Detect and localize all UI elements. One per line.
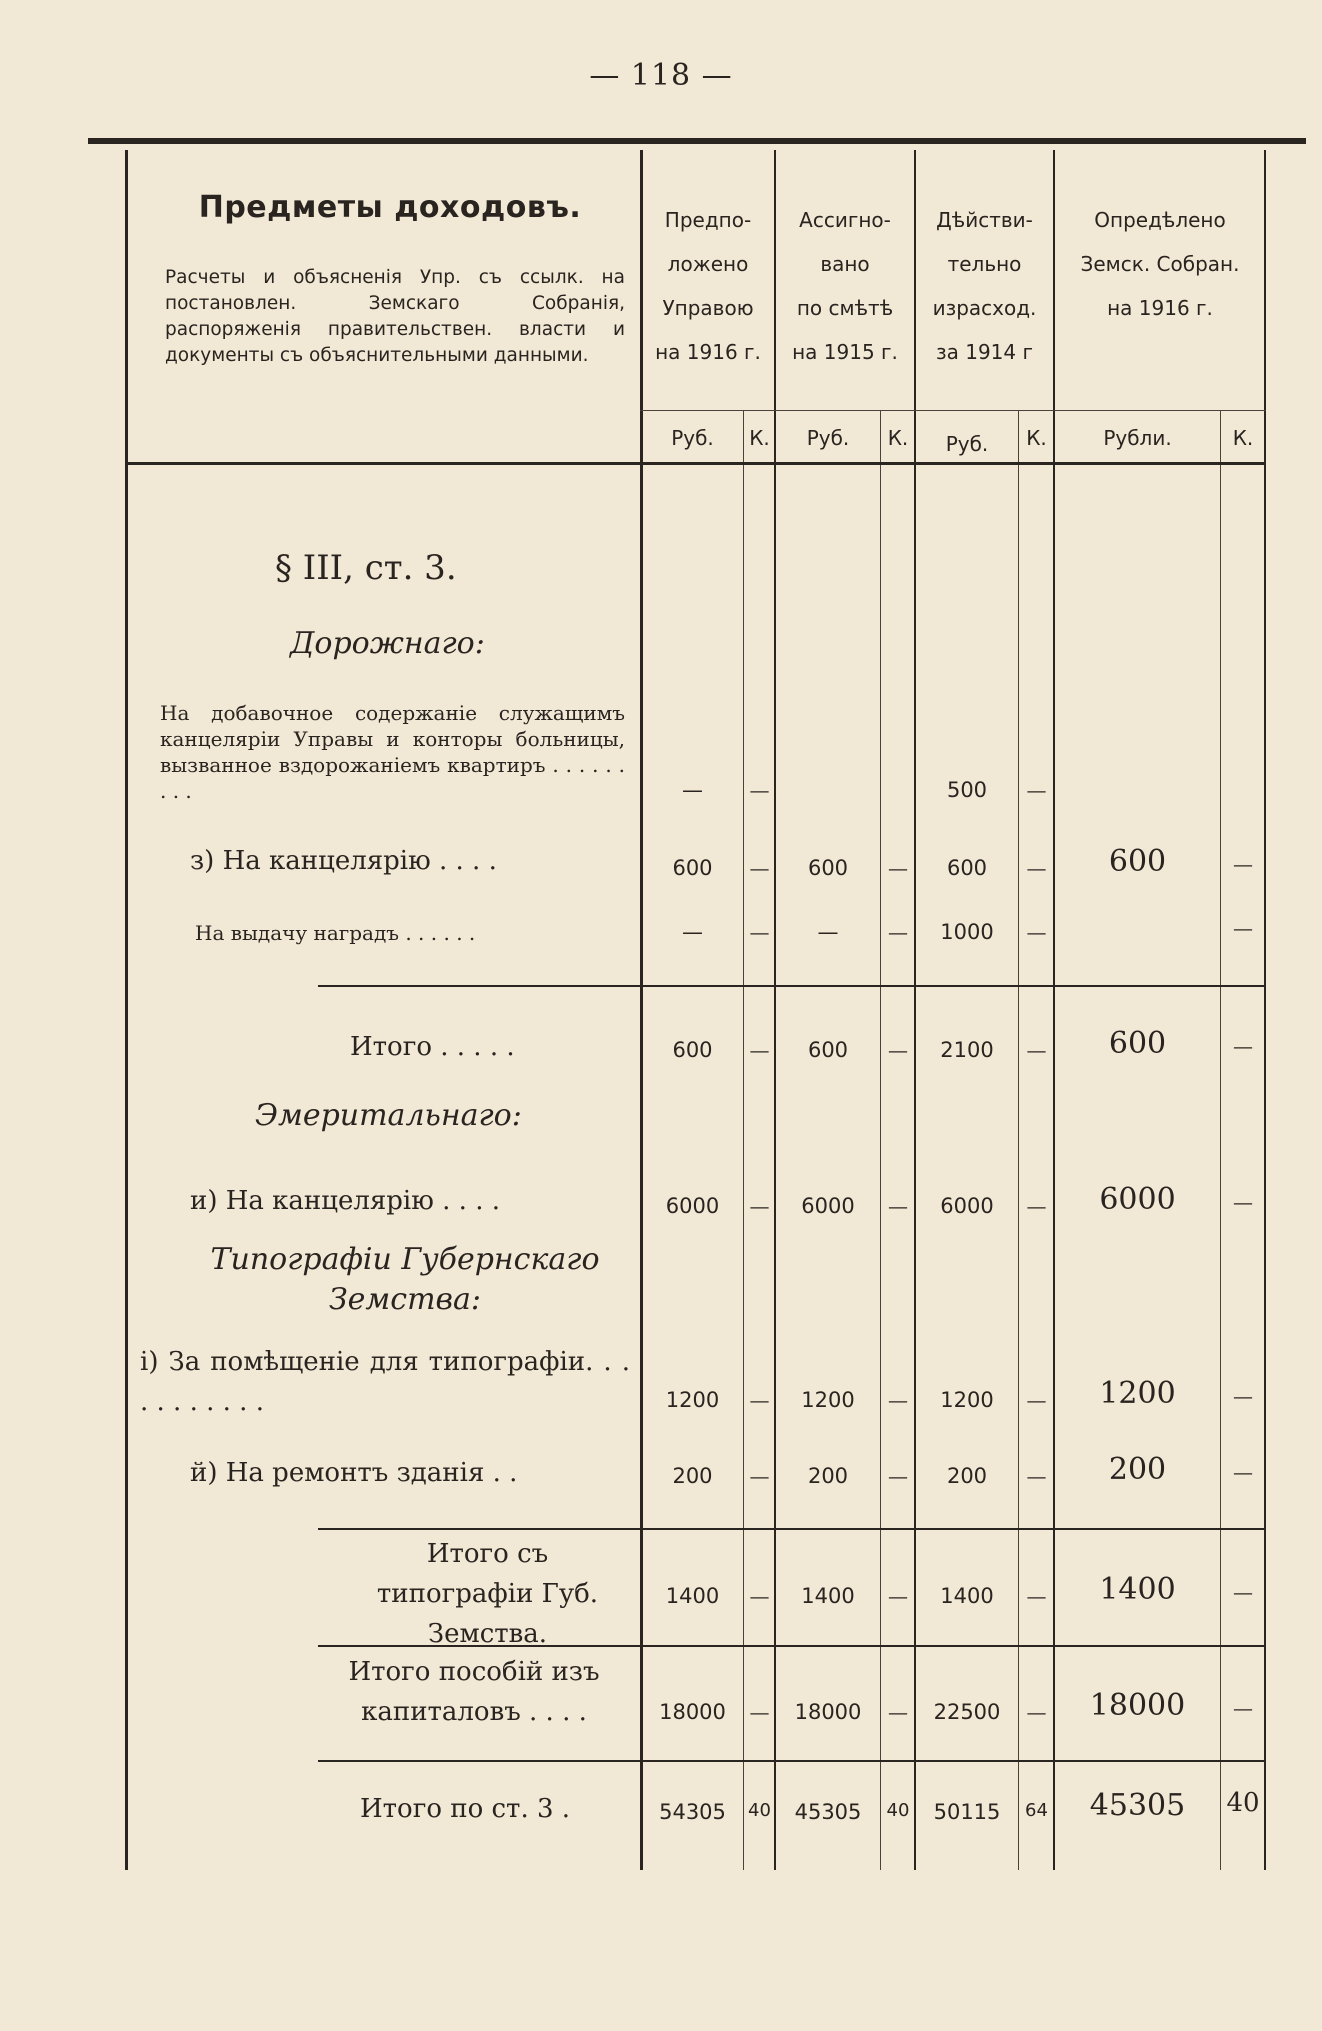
- cell-value: 54305: [659, 1800, 726, 1824]
- cell-value: 1200: [665, 1388, 720, 1412]
- cell-kop: —: [888, 1194, 908, 1218]
- cell-kop: —: [749, 778, 770, 802]
- col-divider: [125, 150, 128, 1870]
- row-rule: [318, 1760, 1266, 1762]
- cell-value: 1200: [801, 1388, 855, 1412]
- cell-kop: —: [1233, 1034, 1253, 1058]
- cell-value: —: [682, 778, 703, 802]
- cell-kop: —: [888, 920, 908, 944]
- cell-value: 200: [672, 1464, 713, 1488]
- cell-kop: —: [1233, 1580, 1253, 1604]
- cell-kop: 64: [1025, 1800, 1048, 1821]
- cell-value: 1400: [940, 1584, 994, 1608]
- cell-kop: —: [1233, 852, 1253, 876]
- cell-kop: —: [749, 920, 770, 944]
- row-label: з) На канцелярію . . . .: [190, 846, 497, 876]
- cell-value: 45305: [794, 1800, 862, 1824]
- row-label: Итого по ст. 3 .: [360, 1794, 571, 1824]
- cell-value: 1400: [1099, 1572, 1176, 1607]
- col-divider: [1220, 410, 1221, 1870]
- unit-rub: Руб.: [806, 426, 850, 450]
- cell-value: 45305: [1089, 1788, 1186, 1823]
- cell-value: 50115: [933, 1800, 1001, 1824]
- cell-value: 600: [946, 856, 988, 880]
- cell-value: 600: [1108, 844, 1167, 879]
- cell-value: 2100: [940, 1038, 994, 1062]
- column-header-proposed: Предпо- ложено Управою на 1916 г.: [655, 208, 761, 364]
- row-rule: [318, 1528, 1266, 1530]
- cell-kop: —: [1026, 920, 1047, 944]
- cell-value: 1000: [940, 920, 994, 944]
- cell-kop: —: [1026, 1194, 1047, 1218]
- row-label: Итого съ типографіи Губ. Земства.: [376, 1539, 599, 1649]
- row-label: й) На ремонтъ зданія . .: [190, 1458, 518, 1488]
- cell-value: 200: [807, 1464, 849, 1488]
- col-divider: [640, 150, 643, 1870]
- cell-kop: —: [888, 1584, 908, 1608]
- cell-value: 22500: [933, 1700, 1001, 1724]
- cell-kop: 40: [748, 1800, 771, 1821]
- cell-value: 200: [946, 1464, 988, 1488]
- cell-value: 600: [807, 856, 849, 880]
- cell-value: 1200: [1099, 1376, 1176, 1411]
- cell-value: 6000: [1099, 1182, 1176, 1217]
- cell-value: 600: [672, 1038, 713, 1062]
- cell-kop: —: [888, 1700, 908, 1724]
- col-divider: [743, 410, 744, 1870]
- cell-value: 1200: [940, 1388, 994, 1412]
- cell-value: 18000: [794, 1700, 862, 1724]
- cell-kop: —: [1026, 1464, 1047, 1488]
- unit-kop: К.: [749, 426, 770, 450]
- cell-kop: —: [1026, 1388, 1047, 1412]
- cell-kop: —: [1233, 1384, 1253, 1408]
- cell-kop: 40: [1226, 1788, 1260, 1818]
- cell-value: —: [817, 920, 839, 944]
- row-label: и) На канцелярію . . . .: [190, 1186, 500, 1216]
- row-label: На выдачу наградъ . . . . . .: [195, 921, 476, 945]
- cell-value: 18000: [1089, 1688, 1186, 1723]
- row-label: і) За помѣщеніе для типографіи. . . . . . . . . . .: [140, 1347, 630, 1417]
- cell-kop: 40: [886, 1800, 910, 1821]
- header-bottom-rule: [125, 462, 1266, 465]
- cell-kop: —: [1026, 1584, 1047, 1608]
- cell-value: —: [682, 920, 703, 944]
- page-number: — 118 —: [589, 58, 733, 93]
- subsection-emerit: Эмеритальнаго:: [255, 1098, 522, 1133]
- cell-value: 1400: [801, 1584, 855, 1608]
- cell-kop: —: [1026, 1038, 1047, 1062]
- table-description: Расчеты и объясненія Упр. съ ссылк. на постановлен. Земскаго Собранія, распоряженія правительствен. власти и документы съ объяснительными данными.: [165, 267, 625, 366]
- cell-kop: —: [888, 1388, 908, 1412]
- cell-kop: —: [1233, 1696, 1253, 1720]
- cell-kop: —: [888, 856, 908, 880]
- row-rule: [318, 985, 1266, 987]
- cell-value: 600: [807, 1038, 849, 1062]
- cell-kop: —: [749, 1038, 770, 1062]
- cell-kop: —: [749, 1388, 770, 1412]
- unit-kop: К.: [1026, 426, 1047, 450]
- col-divider: [774, 150, 776, 1870]
- cell-value: 600: [1108, 1026, 1167, 1061]
- cell-kop: —: [1233, 1460, 1253, 1484]
- subsection-typo: Типографіи Губернскаго Земства:: [210, 1242, 600, 1317]
- column-header-approved: Опредѣлено Земск. Собран. на 1916 г.: [1080, 208, 1240, 320]
- cell-kop: —: [888, 1038, 908, 1062]
- col-divider: [880, 410, 881, 1870]
- table-title: Предметы доходовъ.: [198, 190, 582, 225]
- header-divider: [640, 410, 1266, 411]
- cell-kop: —: [1026, 778, 1047, 802]
- column-header-spent: Дѣйстви- тельно израсход. за 1914 г: [932, 208, 1037, 364]
- cell-value: 500: [946, 778, 988, 802]
- cell-kop: —: [888, 1464, 908, 1488]
- cell-value: 1400: [665, 1584, 720, 1608]
- cell-kop: —: [749, 1464, 770, 1488]
- top-rule: [88, 138, 1306, 144]
- unit-kop: К.: [887, 426, 909, 450]
- unit-rub: Руб.: [671, 426, 714, 450]
- cell-value: 200: [1108, 1452, 1167, 1487]
- section-heading: § III, ст. 3.: [275, 548, 457, 588]
- row-label: Итого . . . . .: [350, 1032, 515, 1062]
- cell-kop: —: [1233, 1190, 1253, 1214]
- cell-kop: —: [1233, 916, 1253, 940]
- cell-kop: —: [749, 856, 770, 880]
- subsection-road: Дорожнаго:: [290, 626, 485, 661]
- col-divider: [1264, 150, 1266, 1870]
- cell-value: 18000: [659, 1700, 726, 1724]
- cell-value: 6000: [801, 1194, 855, 1218]
- unit-kop: К.: [1232, 426, 1254, 450]
- column-header-assigned: Ассигно- вано по смѣтѣ на 1915 г.: [792, 208, 898, 364]
- cell-kop: —: [1026, 856, 1047, 880]
- row-label: На добавочное содержаніе служащимъ канцеляріи Управы и конторы больницы, вызванное вздорожаніемъ квартиръ . . . . . . . . .: [160, 701, 625, 803]
- cell-kop: —: [1026, 1700, 1047, 1724]
- cell-kop: —: [749, 1700, 770, 1724]
- cell-kop: —: [749, 1194, 770, 1218]
- cell-value: 6000: [940, 1194, 994, 1218]
- row-label: Итого пособій изъ капиталовъ . . . .: [348, 1657, 600, 1727]
- cell-kop: —: [749, 1584, 770, 1608]
- unit-rubli: Рубли.: [1103, 426, 1172, 450]
- cell-value: 6000: [665, 1194, 720, 1218]
- col-divider: [1053, 150, 1055, 1870]
- col-divider: [1018, 410, 1019, 1870]
- col-divider: [914, 150, 916, 1870]
- unit-rub: Руб.: [945, 432, 989, 456]
- cell-value: 600: [672, 856, 713, 880]
